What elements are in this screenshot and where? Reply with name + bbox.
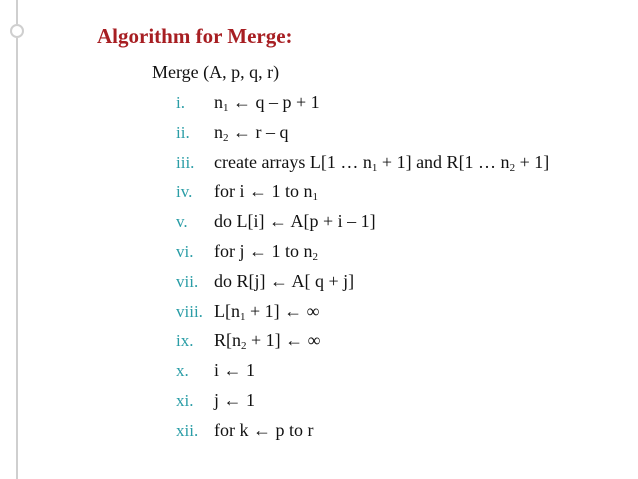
step-text: $n_1$ ← q – p + 1 [214, 92, 320, 114]
step-12 [176, 420, 549, 450]
step-text: do R[j] ← A[ q + j] [214, 270, 355, 291]
procedure-signature: Merge (A, p, q, r) [152, 62, 280, 82]
step-text: j ← 1 [214, 389, 256, 410]
step-numeral: ii. [176, 122, 190, 142]
rule-line-bottom [16, 38, 18, 479]
step-numeral: iv. [176, 182, 193, 202]
step-numeral: x. [176, 361, 189, 381]
step-3 [176, 152, 549, 182]
step-11 [176, 390, 549, 420]
step-numeral: xi. [176, 390, 194, 410]
step-6 [176, 241, 549, 271]
algorithm-steps [176, 92, 549, 450]
step-numeral: xii. [176, 420, 199, 440]
step-8 [176, 301, 549, 331]
step-text: for k ← p to r [214, 419, 314, 440]
step-text: do L[i] ← A[p + i – 1] [214, 211, 376, 232]
step-numeral: vii. [176, 271, 199, 291]
step-numeral: viii. [176, 301, 203, 321]
step-1 [176, 92, 549, 122]
step-text: create arrays L[1 … $n_1 + 1$] and R[1 … $n_2 + 1$] [214, 151, 550, 174]
rule-ring-ornament [10, 24, 24, 38]
rule-line-top [16, 0, 18, 24]
step-numeral: iii. [176, 152, 195, 172]
slide-title: Algorithm for Merge: [97, 24, 293, 48]
step-7 [176, 271, 549, 301]
step-numeral: vi. [176, 241, 194, 261]
slide-left-rule [15, 0, 19, 479]
step-10 [176, 360, 549, 390]
step-text: i ← 1 [214, 360, 256, 381]
step-text: $n_2$ ← r – q [214, 121, 289, 144]
step-9 [176, 330, 549, 360]
step-numeral: ix. [176, 331, 194, 351]
step-5 [176, 211, 549, 241]
step-text: $R[n_2 + 1]$ ← ∞ [214, 330, 321, 353]
step-numeral: v. [176, 212, 188, 232]
step-text: $L[n_1 + 1]$ ← ∞ [214, 300, 320, 323]
step-text: for i ← 1 to $n_1$ [214, 181, 318, 204]
step-numeral: i. [176, 93, 185, 112]
step-text: for j ← 1 to $n_2$ [214, 240, 318, 263]
step-4 [176, 181, 549, 211]
step-2 [176, 122, 549, 152]
